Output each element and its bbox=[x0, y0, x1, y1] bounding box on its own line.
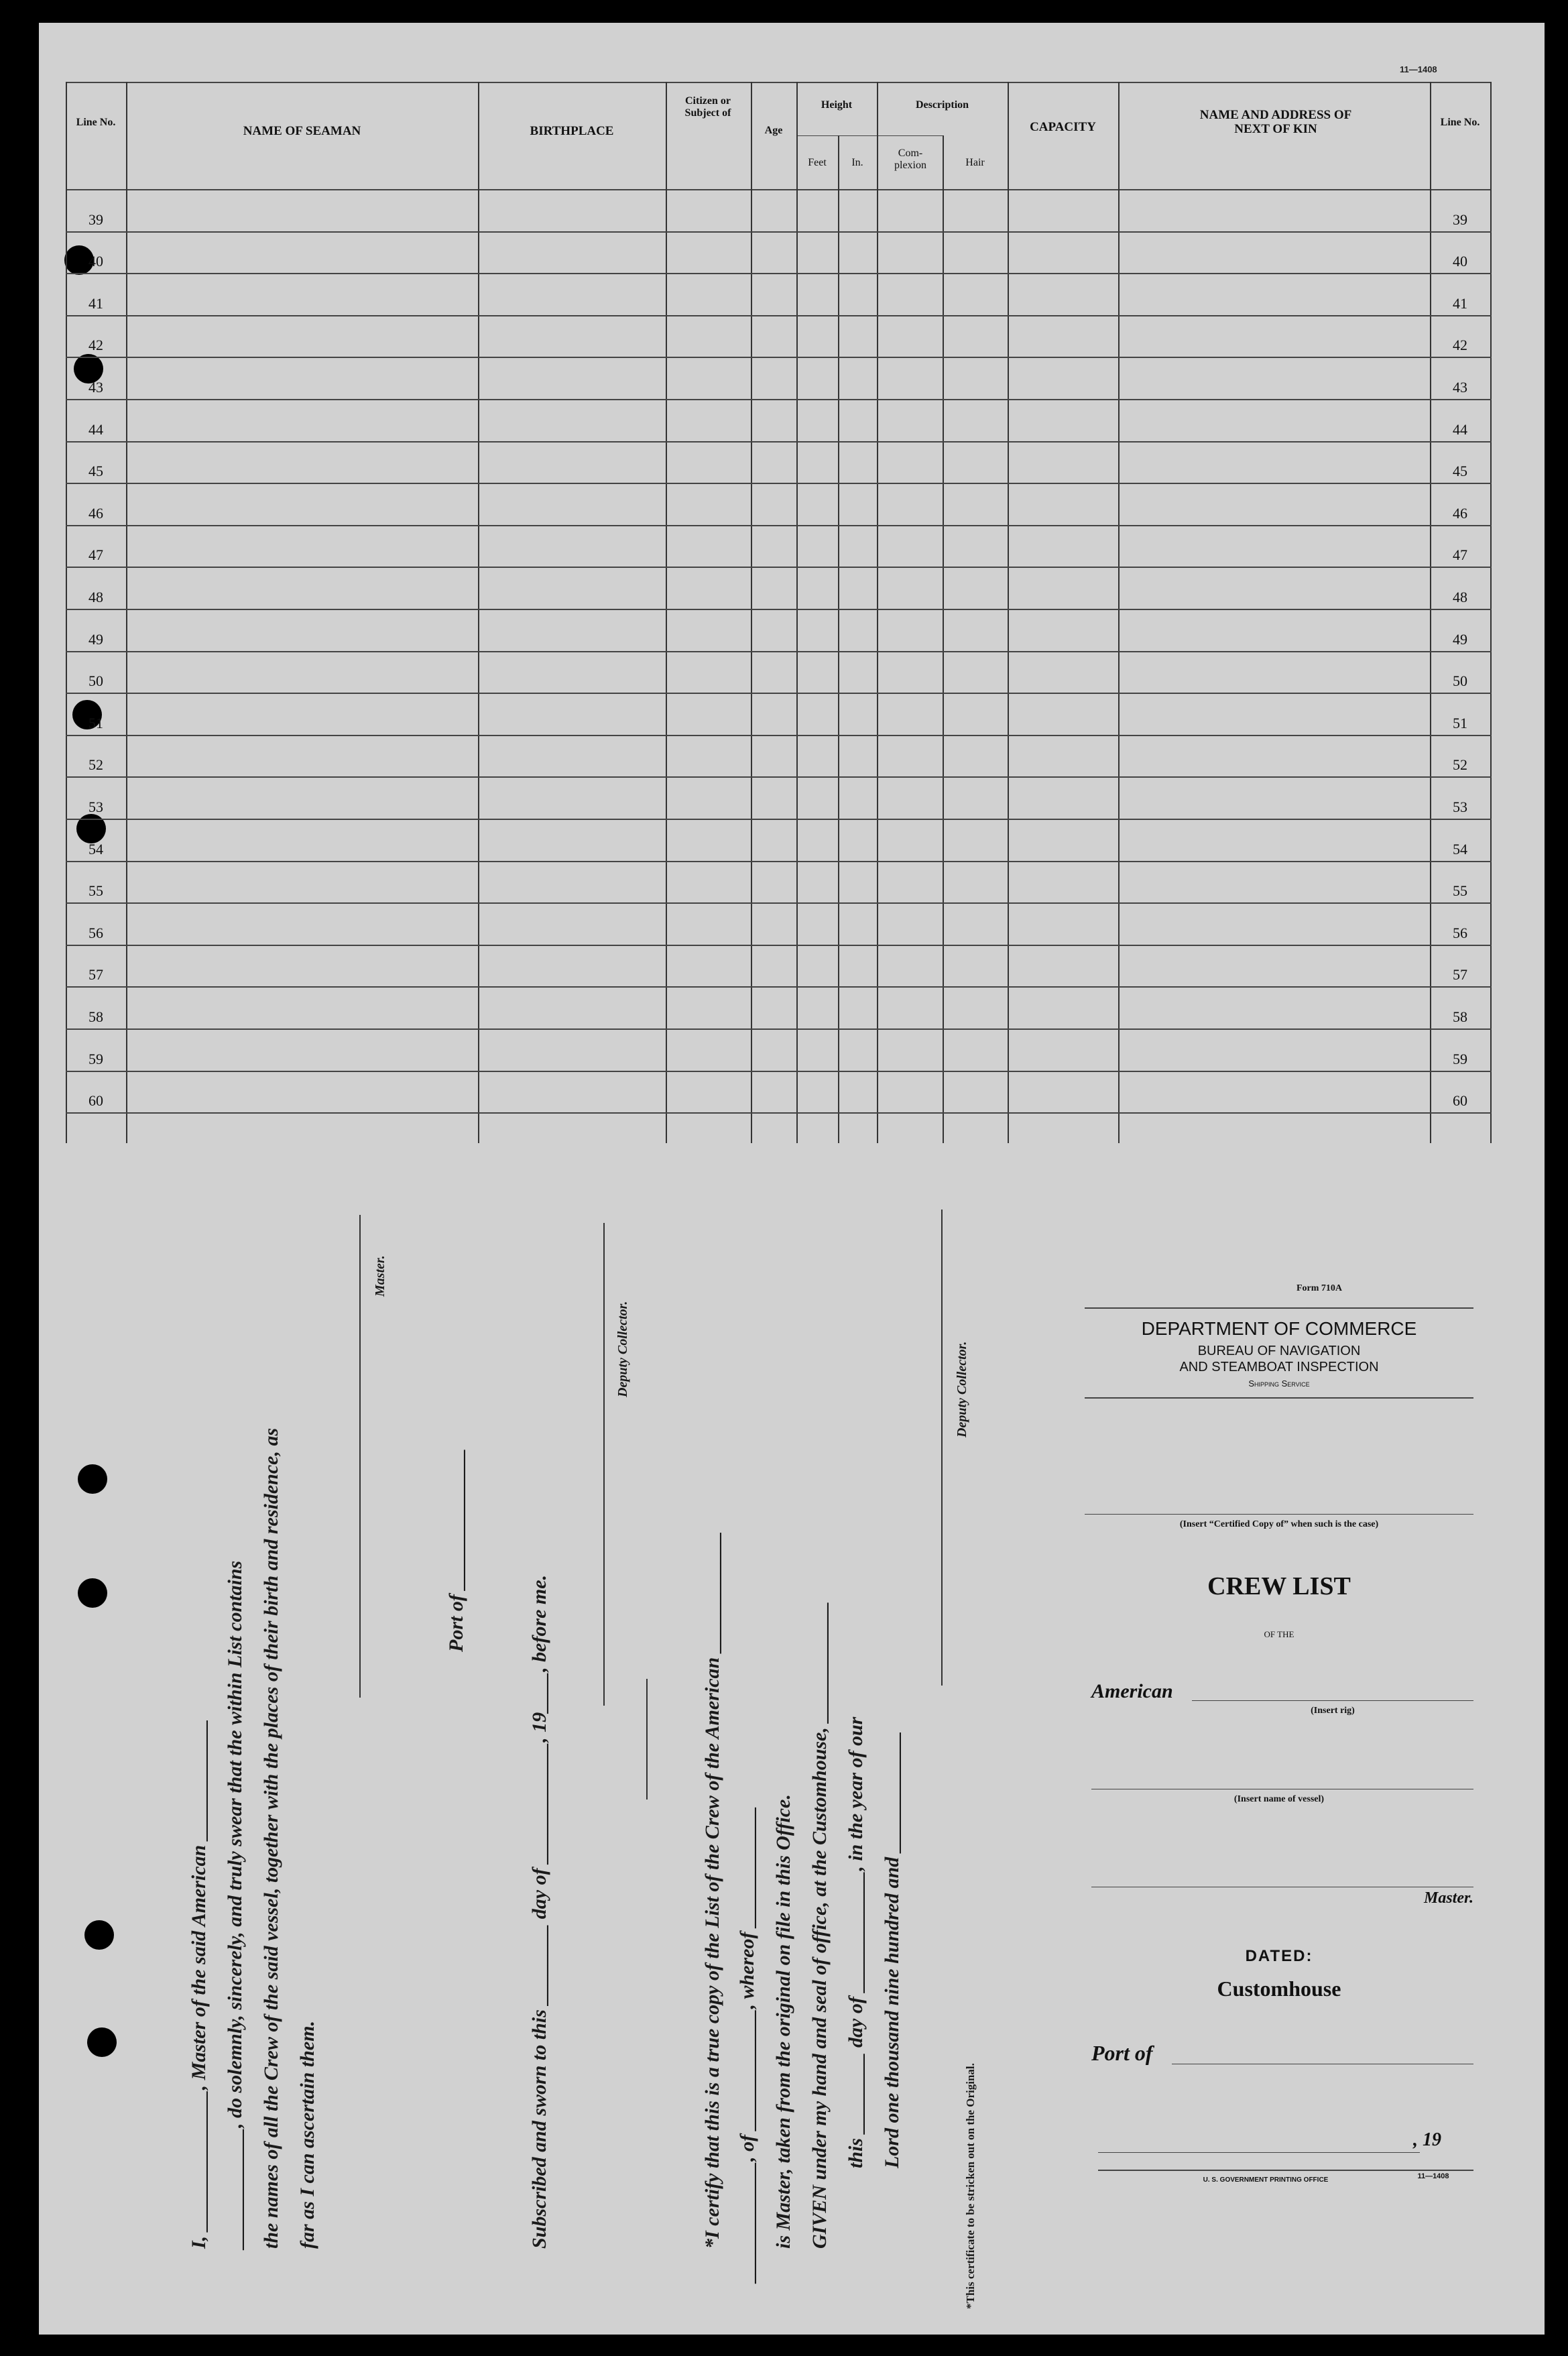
row-divider bbox=[66, 819, 1492, 820]
panel-rule bbox=[1085, 1397, 1473, 1399]
panel-form-number: Form 710A bbox=[1296, 1283, 1343, 1293]
panel-insert-vessel: (Insert name of vessel) bbox=[1233, 1794, 1325, 1804]
oath-port-of: Port of ______________ bbox=[445, 1448, 467, 1652]
line-number-right: 48 bbox=[1453, 589, 1467, 605]
column-border bbox=[796, 82, 798, 1143]
date-line bbox=[1098, 2152, 1420, 2153]
column-border bbox=[126, 82, 127, 1143]
row-divider bbox=[66, 483, 1492, 484]
oath-certificate-block bbox=[126, 1210, 1024, 2316]
column-border bbox=[877, 82, 878, 1143]
column-border bbox=[751, 82, 752, 1143]
oath-deputy-collector-2: Deputy Collector. bbox=[955, 1341, 969, 1437]
crew-table bbox=[66, 82, 1492, 1143]
header-divider bbox=[66, 189, 1492, 190]
panel-printer: U. S. GOVERNMENT PRINTING OFFICE bbox=[1203, 2176, 1329, 2184]
column-border bbox=[478, 82, 479, 1143]
line-number-right: 39 bbox=[1453, 211, 1467, 228]
row-divider bbox=[66, 735, 1492, 736]
line-number-right: 56 bbox=[1453, 925, 1467, 941]
line-number-left: 42 bbox=[88, 337, 103, 353]
row-divider bbox=[66, 986, 1492, 988]
line-number-left: 40 bbox=[88, 253, 103, 270]
certify-of-whereof: ____________, of ____________, whereof ____________ bbox=[736, 1806, 758, 2282]
line-number-left: 41 bbox=[88, 295, 103, 312]
oath-line-3: the names of all the Crew of the said vessel, together with the places of their birth and residence, as bbox=[260, 1427, 282, 2249]
header-height-in: In. bbox=[851, 157, 863, 168]
panel-rule bbox=[1085, 1307, 1473, 1309]
line-number-right: 55 bbox=[1453, 882, 1467, 899]
panel-form-number-bottom: 11—1408 bbox=[1417, 2172, 1449, 2180]
line-number-right: 60 bbox=[1453, 1092, 1467, 1109]
header-age: Age bbox=[764, 125, 783, 136]
form-number-top: 11—1408 bbox=[1400, 64, 1437, 74]
oath-line-4: far as I can ascertain them. bbox=[296, 2020, 318, 2249]
line-number-left: 50 bbox=[88, 672, 103, 689]
row-divider bbox=[66, 651, 1492, 652]
line-number-right: 59 bbox=[1453, 1051, 1467, 1067]
row-divider bbox=[66, 357, 1492, 358]
row-divider bbox=[66, 861, 1492, 862]
line-number-left: 57 bbox=[88, 966, 103, 983]
line-number-left: 60 bbox=[88, 1092, 103, 1109]
column-border bbox=[1008, 82, 1009, 1143]
line-number-right: 42 bbox=[1453, 337, 1467, 353]
panel-department: DEPARTMENT OF COMMERCE bbox=[1141, 1318, 1417, 1339]
line-number-left: 44 bbox=[88, 421, 103, 438]
certificate-footnote: *This certificate to be stricken out on the Original. bbox=[964, 2063, 977, 2309]
column-border bbox=[1430, 82, 1431, 1143]
certify-line: *I certify that this is a true copy of the List of the Crew of the American ____________ bbox=[701, 1531, 723, 2249]
line-number-right: 46 bbox=[1453, 505, 1467, 522]
line-number-right: 51 bbox=[1453, 715, 1467, 731]
header-complexion: Com- plexion bbox=[894, 148, 926, 171]
line-number-left: 45 bbox=[88, 463, 103, 479]
line-number-left: 59 bbox=[88, 1051, 103, 1067]
row-divider bbox=[66, 1028, 1492, 1030]
row-divider bbox=[66, 609, 1492, 610]
line-number-right: 47 bbox=[1453, 546, 1467, 563]
panel-port-of: Port of bbox=[1091, 2041, 1153, 2065]
oath-master-label: Master. bbox=[373, 1255, 387, 1297]
panel-insert-rig: (Insert rig) bbox=[1311, 1706, 1355, 1716]
line-number-left: 53 bbox=[88, 799, 103, 815]
line-number-left: 52 bbox=[88, 756, 103, 773]
header-line-no-right: Line No. bbox=[1440, 117, 1480, 128]
line-number-left: 56 bbox=[88, 925, 103, 941]
line-number-left: 55 bbox=[88, 882, 103, 899]
certify-given: GIVEN under my hand and seal of office, at the Customhouse, ____________ bbox=[808, 1601, 831, 2249]
line-number-right: 44 bbox=[1453, 421, 1467, 438]
line-number-left: 49 bbox=[88, 631, 103, 648]
header-name-of-seaman: NAME OF SEAMAN bbox=[243, 124, 361, 138]
line-number-right: 40 bbox=[1453, 253, 1467, 270]
header-height-feet: Feet bbox=[808, 157, 827, 168]
panel-shipping-service: Shipping Service bbox=[1248, 1378, 1310, 1389]
row-divider bbox=[66, 902, 1492, 904]
row-divider bbox=[66, 776, 1492, 778]
header-hair: Hair bbox=[965, 157, 985, 168]
certify-is-master: is Master, taken from the original on file in this Office. bbox=[772, 1794, 794, 2249]
line-number-right: 54 bbox=[1453, 841, 1467, 858]
row-divider bbox=[66, 1112, 1492, 1114]
column-border bbox=[666, 82, 667, 1143]
column-border bbox=[838, 135, 839, 1143]
row-divider bbox=[66, 525, 1492, 526]
row-divider bbox=[66, 693, 1492, 694]
line-number-right: 52 bbox=[1453, 756, 1467, 773]
row-divider bbox=[66, 1071, 1492, 1072]
panel-of-the: OF THE bbox=[1264, 1629, 1294, 1639]
table-border-top bbox=[66, 82, 1492, 83]
column-border bbox=[943, 135, 944, 1143]
height-description-subdivider bbox=[796, 135, 943, 136]
certified-copy-line bbox=[1085, 1514, 1473, 1515]
binder-hole bbox=[87, 2027, 117, 2057]
line-number-right: 45 bbox=[1453, 463, 1467, 479]
oath-line-1: I, ______________, Master of the said American ____________ bbox=[188, 1719, 210, 2249]
row-divider bbox=[66, 399, 1492, 400]
deputy-signature-line bbox=[603, 1223, 605, 1706]
line-number-right: 57 bbox=[1453, 966, 1467, 983]
binder-hole bbox=[78, 1464, 107, 1494]
line-number-left: 58 bbox=[88, 1008, 103, 1025]
panel-crew-list-title: CREW LIST bbox=[1207, 1572, 1351, 1600]
row-divider bbox=[66, 945, 1492, 946]
panel-master: Master. bbox=[1423, 1889, 1473, 1907]
master-signature-line bbox=[359, 1215, 361, 1698]
line-number-left: 46 bbox=[88, 505, 103, 522]
line-number-left: 48 bbox=[88, 589, 103, 605]
panel-dated: DATED: bbox=[1245, 1947, 1313, 1965]
certify-lord: Lord one thousand nine hundred and ____________ bbox=[881, 1731, 903, 2168]
crew-list-back-panel bbox=[1085, 1283, 1545, 2195]
oath-line-2: ____________, do solemnly, sincerely, and truly swear that the within List contains bbox=[224, 1560, 246, 2249]
line-number-left: 51 bbox=[88, 715, 103, 731]
line-number-right: 43 bbox=[1453, 379, 1467, 396]
line-number-left: 54 bbox=[88, 841, 103, 858]
line-number-right: 49 bbox=[1453, 631, 1467, 648]
row-divider bbox=[66, 441, 1492, 443]
line-number-right: 50 bbox=[1453, 672, 1467, 689]
column-border bbox=[1490, 82, 1492, 1143]
binder-hole bbox=[84, 1920, 114, 1950]
header-height: Height bbox=[821, 99, 853, 111]
header-next-of-kin: NAME AND ADDRESS OF NEXT OF KIN bbox=[1199, 108, 1352, 136]
column-border bbox=[66, 82, 67, 1143]
deputy-signature-line-2 bbox=[941, 1210, 943, 1686]
panel-year: , 19 bbox=[1413, 2129, 1441, 2150]
line-number-left: 47 bbox=[88, 546, 103, 563]
panel-bureau-1: BUREAU OF NAVIGATION bbox=[1197, 1344, 1361, 1358]
binder-hole bbox=[78, 1578, 107, 1608]
seal-line bbox=[646, 1679, 648, 1800]
line-number-left: 43 bbox=[88, 379, 103, 396]
panel-bottom-rule bbox=[1098, 2170, 1473, 2171]
column-border bbox=[1118, 82, 1120, 1143]
row-divider bbox=[66, 231, 1492, 233]
oath-deputy-collector-1: Deputy Collector. bbox=[615, 1301, 630, 1397]
row-divider bbox=[66, 315, 1492, 316]
panel-american: American bbox=[1091, 1680, 1173, 1702]
panel-customhouse: Customhouse bbox=[1217, 1977, 1341, 2001]
header-capacity: CAPACITY bbox=[1030, 120, 1096, 134]
header-description: Description bbox=[915, 99, 969, 111]
header-line-no: Line No. bbox=[76, 117, 116, 128]
row-divider bbox=[66, 273, 1492, 274]
line-number-right: 53 bbox=[1453, 799, 1467, 815]
crew-list-sheet bbox=[39, 23, 1545, 2335]
rig-line bbox=[1192, 1700, 1473, 1701]
oath-subscribed: Subscribed and sworn to this ________ day of ____________, 19____, before me. bbox=[528, 1574, 550, 2249]
panel-bureau-2: AND STEAMBOAT INSPECTION bbox=[1179, 1360, 1379, 1374]
row-divider bbox=[66, 567, 1492, 568]
line-number-right: 58 bbox=[1453, 1008, 1467, 1025]
header-citizen: Citizen or Subject of bbox=[684, 95, 731, 119]
line-number-right: 41 bbox=[1453, 295, 1467, 312]
line-number-left: 39 bbox=[88, 211, 103, 228]
certify-this-day: this ________ day of ____________, in the year of our bbox=[845, 1716, 867, 2168]
panel-insert-certified: (Insert “Certified Copy of” when such is the case) bbox=[1179, 1519, 1379, 1529]
header-birthplace: BIRTHPLACE bbox=[530, 124, 614, 138]
